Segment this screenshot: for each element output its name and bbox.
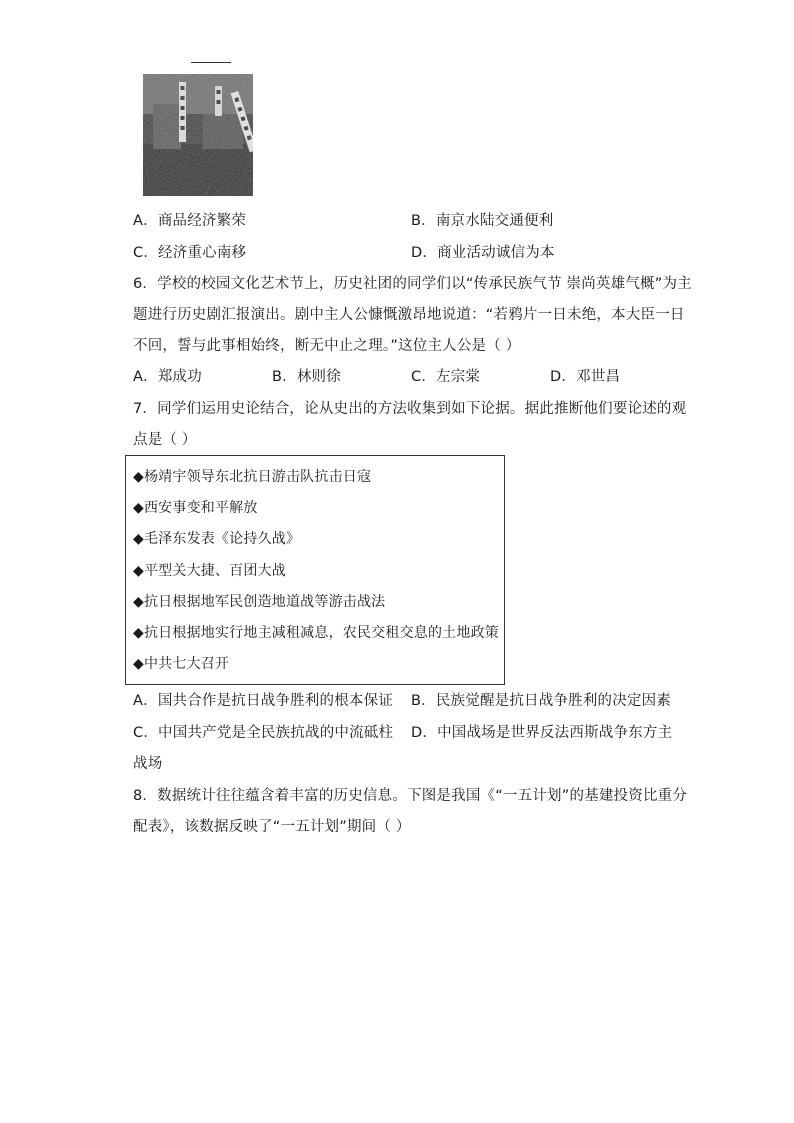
q7-option-c: C．中国共产党是全民族抗战的中流砥柱 <box>133 725 394 741</box>
q6-stem-line-1: 6．学校的校园文化艺术节上，历史社团的同学们以“传承民族气节 崇尚英雄气概”为主 <box>133 276 692 292</box>
q7-option-b: B．民族觉醒是抗日战争胜利的决定因素 <box>411 693 672 709</box>
historical-photo <box>143 74 253 196</box>
q6-option-d: D．邓世昌 <box>550 369 621 385</box>
evidence-item: ◆西安事变和平解放 <box>133 500 258 516</box>
q6-stem-line-2: 题进行历史剧汇报演出。剧中主人公慷慨激昂地说道：“若鸦片一日未绝，本大臣一日 <box>133 307 685 323</box>
q7-option-a: A．国共合作是抗日战争胜利的根本保证 <box>133 693 394 709</box>
evidence-item: ◆平型关大捷、百团大战 <box>133 563 286 579</box>
q5-option-d: D．商业活动诚信为本 <box>411 245 555 261</box>
q5-option-c: C．经济重心南移 <box>133 245 247 261</box>
figure-top-rule <box>191 62 231 63</box>
q7-stem-line-2: 点是（ ） <box>133 432 197 448</box>
evidence-item: ◆杨靖宇领导东北抗日游击队抗击日寇 <box>133 469 372 485</box>
question-5-figure <box>143 62 253 196</box>
q6-option-c: C．左宗棠 <box>411 369 481 385</box>
q7-option-d-continued: 战场 <box>133 756 163 772</box>
q8-stem-line-2: 配表》，该数据反映了“一五计划”期间（ ） <box>133 819 411 835</box>
evidence-item: ◆中共七大召开 <box>133 656 230 672</box>
q5-option-a: A．商品经济繁荣 <box>133 213 247 229</box>
q5-option-b: B．南京水陆交通便利 <box>411 213 554 229</box>
evidence-item: ◆抗日根据地实行地主减租减息，农民交租交息的土地政策 <box>133 625 499 641</box>
evidence-item: ◆抗日根据地军民创造地道战等游击战法 <box>133 594 386 610</box>
q6-stem-line-3: 不回，誓与此事相始终，断无中止之理。”这位主人公是（ ） <box>133 338 521 354</box>
evidence-item: ◆毛泽东发表《论持久战》 <box>133 531 301 547</box>
q8-stem-line-1: 8．数据统计往往蕴含着丰富的历史信息。下图是我国《“一五计划”的基建投资比重分 <box>133 788 688 804</box>
q7-option-d: D．中国战场是世界反法西斯战争东方主 <box>411 725 673 741</box>
q6-option-b: B．林则徐 <box>272 369 341 385</box>
q6-option-a: A．郑成功 <box>133 369 202 385</box>
q7-stem-line-1: 7．同学们运用史论结合，论从史出的方法收集到如下论据。据此推断他们要论述的观 <box>133 401 687 417</box>
